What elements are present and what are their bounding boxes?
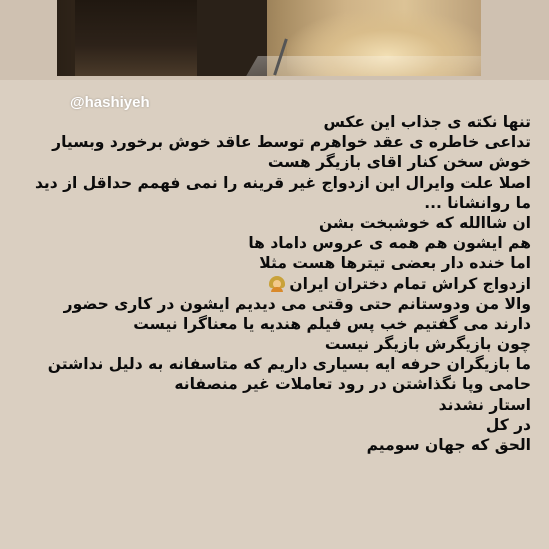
woman-pouting-emoji-icon [269, 276, 285, 292]
caption-line-9 [11, 274, 531, 294]
caption-line-3: خوش سخن کنار اقای بازیگر هست [267, 153, 531, 172]
caption-line-12: چون بازیگرش بازیگر نیست [324, 335, 531, 354]
caption-line-2: تداعی خاطره ی عقد خواهرم توسط عاقد خوش برخورد وبسیار [52, 133, 531, 152]
photo-table [246, 56, 481, 76]
photo-strip [0, 0, 549, 80]
caption-line-13: ما بازیگران حرفه ایه بسیاری داریم که متاسفانه به دلیل نداشتن [47, 355, 531, 374]
caption-line-7: هم ایشون هم همه ی عروس داماد ها [248, 234, 531, 253]
caption-line-14: حامی وپا نگذاشتن در رود تعاملات غیر منصفانه [174, 375, 531, 394]
watermark-handle: @hashiyeh [70, 94, 150, 111]
caption-line-16: در کل [485, 415, 531, 434]
caption-line-17: الحق که جهان سومیم [366, 436, 531, 454]
caption-text [11, 112, 531, 455]
caption-line-11: دارند می گفتیم خب پس فیلم هندیه یا معناگرا نیست [133, 314, 531, 333]
caption-line-9-text: ازدواج کراش تمام دختران ایران [289, 274, 531, 293]
wedding-photo [57, 0, 481, 76]
caption-line-1: تنها نکته ی جذاب این عکس [323, 113, 531, 131]
caption-line-6: ان شاالله که خوشبخت بشن [318, 213, 531, 232]
caption-line-10: والا من ودوستانم حتی وقتی می دیدیم ایشون در کاری حضور [63, 294, 531, 313]
caption-line-5: ما روانشانا ... [424, 193, 531, 212]
caption-line-8: اما خنده دار بعضی تیترها هست مثلا [259, 254, 531, 273]
caption-line-15: استار نشدند [438, 395, 531, 414]
caption-line-4: اصلا علت وایرال این ازدواج غیر قرینه را نمی فهمم حداقل از دید [34, 173, 531, 192]
